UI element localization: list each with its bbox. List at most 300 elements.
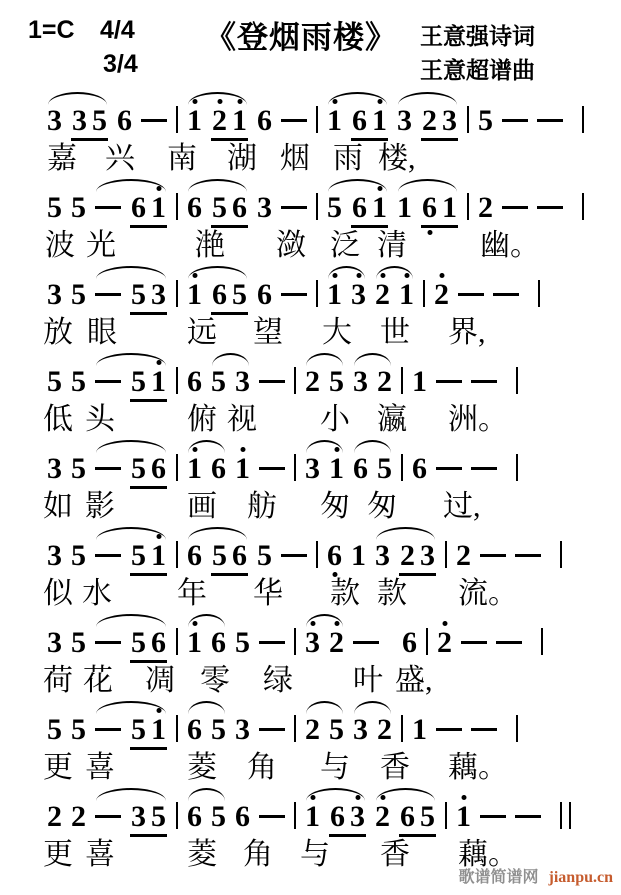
note — [47, 541, 62, 571]
note-digit: 6 — [352, 191, 367, 224]
duration-dash — [95, 815, 121, 818]
octave-up-dot — [192, 99, 197, 104]
note-digit: 3 — [420, 539, 435, 572]
duration-dash — [259, 380, 285, 383]
note-digit: 6 — [257, 104, 272, 137]
duration-dash — [458, 293, 484, 296]
barline — [316, 106, 318, 133]
barline — [176, 106, 178, 133]
note-digit: 1 — [456, 800, 471, 833]
note-digit: 2 — [329, 626, 344, 659]
octave-up-dot — [334, 621, 339, 626]
note — [151, 367, 166, 397]
lyric-syllable: 兴 — [105, 142, 135, 175]
barline — [176, 367, 178, 394]
lyric-syllable: 款 — [377, 577, 407, 610]
note — [211, 367, 226, 397]
note — [305, 715, 320, 745]
note — [47, 715, 62, 745]
note-digit: 3 — [47, 626, 62, 659]
watermark-site-url: jianpu.cn — [548, 869, 613, 886]
note — [212, 280, 227, 310]
note — [377, 454, 392, 484]
note — [47, 280, 62, 310]
barline — [538, 280, 540, 307]
lyric-syllable: 角 — [243, 838, 273, 871]
barline — [541, 628, 543, 655]
note — [327, 106, 342, 136]
duration-dash — [281, 119, 307, 122]
note — [305, 802, 320, 832]
lyric-syllable: 波 — [45, 229, 75, 262]
duration-dash — [496, 641, 522, 644]
note-digit: 5 — [257, 539, 272, 572]
note — [456, 541, 471, 571]
note-digit: 6 — [211, 452, 226, 485]
slur-group — [305, 367, 344, 397]
duration-dash — [95, 206, 121, 209]
watermark — [459, 864, 613, 887]
duration-dash — [95, 293, 121, 296]
lyric-syllable: 眼 — [87, 316, 117, 349]
note-digit: 5 — [47, 365, 62, 398]
lyric-syllable: 楼, — [378, 142, 416, 175]
lyric-syllable: 大 — [322, 316, 352, 349]
note-digit: 3 — [72, 104, 87, 137]
lyric-syllable: 更 — [43, 838, 73, 871]
note-digit: 5 — [211, 800, 226, 833]
note — [397, 106, 412, 136]
slur-group — [187, 715, 226, 745]
lyrics-line — [0, 220, 621, 262]
lyric-syllable: 雨 — [333, 142, 363, 175]
lyric-syllable: 舫 — [247, 490, 277, 523]
note — [235, 802, 250, 832]
music-system — [0, 521, 621, 608]
note-digit: 5 — [420, 800, 435, 833]
note-digit: 5 — [92, 104, 107, 137]
duration-dash — [259, 728, 285, 731]
note — [187, 715, 202, 745]
note — [235, 454, 250, 484]
lyric-syllable: 滟 — [195, 229, 225, 262]
duration-dash — [436, 380, 462, 383]
note-digit: 3 — [47, 539, 62, 572]
octave-up-dot — [332, 99, 337, 104]
note-digit: 3 — [353, 713, 368, 746]
note-digit: 5 — [211, 713, 226, 746]
note-digit: 5 — [329, 713, 344, 746]
duration-dash — [515, 554, 541, 557]
barline — [467, 193, 469, 220]
lyric-syllable: 似 — [43, 577, 73, 610]
octave-up-dot — [377, 186, 382, 191]
note-digit: 1 — [327, 104, 342, 137]
note — [212, 193, 227, 223]
barline — [467, 106, 469, 133]
note-digit: 6 — [235, 800, 250, 833]
lyrics-line — [0, 133, 621, 175]
lyric-syllable: 低 — [43, 403, 73, 436]
music-system — [0, 173, 621, 260]
barline — [582, 193, 584, 220]
octave-up-dot — [156, 186, 161, 191]
note — [350, 802, 365, 832]
barline — [316, 280, 318, 307]
slur-group — [353, 454, 392, 484]
note — [377, 715, 392, 745]
octave-up-dot — [156, 360, 161, 365]
note-digit: 5 — [71, 539, 86, 572]
music-system — [0, 695, 621, 782]
note — [352, 193, 367, 223]
note — [187, 802, 202, 832]
lyric-syllable: 匆 — [367, 490, 397, 523]
octave-up-dot — [439, 273, 444, 278]
note-digit: 1 — [151, 713, 166, 746]
lyric-syllable: 水 — [82, 577, 112, 610]
note — [131, 454, 146, 484]
lyrics-line — [0, 829, 621, 871]
lyric-syllable: 喜 — [85, 838, 115, 871]
note-digit: 6 — [187, 713, 202, 746]
note — [187, 541, 202, 571]
note-digit: 3 — [305, 452, 320, 485]
lyric-syllable: 零 — [200, 664, 230, 697]
lyrics-line — [0, 742, 621, 784]
octave-up-dot — [240, 447, 245, 452]
note — [71, 628, 86, 658]
note-digit: 3 — [47, 452, 62, 485]
lyric-syllable: 小 — [320, 403, 350, 436]
lyric-syllable: 望 — [253, 316, 283, 349]
note-digit: 6 — [187, 191, 202, 224]
barline — [176, 454, 178, 481]
lyric-syllable: 放 — [43, 316, 73, 349]
note — [420, 802, 435, 832]
song-title: 《登烟雨楼》 — [205, 20, 397, 55]
duration-dash — [95, 467, 121, 470]
barline — [423, 280, 425, 307]
note — [257, 280, 272, 310]
octave-up-dot — [380, 273, 385, 278]
duration-dash — [461, 641, 487, 644]
watermark-site-name: 歌谱简谱网 — [458, 869, 539, 886]
note — [235, 628, 250, 658]
lyric-syllable: 香 — [380, 838, 410, 871]
note-digit: 6 — [151, 626, 166, 659]
key-signature: 1=C — [28, 16, 75, 44]
note-digit: 6 — [352, 104, 367, 137]
music-system — [0, 782, 621, 869]
lyrics-line — [0, 655, 621, 697]
slur-group — [353, 715, 392, 745]
note — [211, 628, 226, 658]
note-digit: 6 — [353, 452, 368, 485]
lyric-syllable: 界, — [448, 316, 486, 349]
duration-dash — [537, 119, 563, 122]
slur-group — [353, 367, 392, 397]
lyrics-line — [0, 394, 621, 436]
lyric-syllable: 菱 — [187, 751, 217, 784]
octave-up-dot — [192, 273, 197, 278]
note-digit: 6 — [232, 191, 247, 224]
duration-dash — [471, 728, 497, 731]
note-digit: 3 — [442, 104, 457, 137]
note — [442, 106, 457, 136]
note-digit: 2 — [375, 278, 390, 311]
note-digit: 3 — [353, 365, 368, 398]
note — [71, 715, 86, 745]
note — [420, 541, 435, 571]
note-digit: 5 — [377, 452, 392, 485]
barline — [426, 628, 428, 655]
note-digit: 3 — [47, 278, 62, 311]
note-digit: 6 — [212, 278, 227, 311]
barline — [401, 715, 403, 742]
note-digit: 3 — [235, 713, 250, 746]
lyric-syllable: 华 — [253, 577, 283, 610]
note — [211, 802, 226, 832]
note — [375, 541, 390, 571]
slur-group — [305, 715, 344, 745]
note-digit: 3 — [397, 104, 412, 137]
lyric-syllable: 影 — [85, 490, 115, 523]
note-digit: 3 — [375, 539, 390, 572]
final-barline — [560, 802, 571, 829]
note — [329, 454, 344, 484]
duration-dash — [436, 467, 462, 470]
note — [330, 802, 345, 832]
octave-up-dot — [377, 99, 382, 104]
slur-group — [187, 454, 226, 484]
note — [437, 628, 452, 658]
note-digit: 5 — [71, 365, 86, 398]
score-header — [0, 0, 621, 86]
note-digit: 6 — [211, 626, 226, 659]
note — [235, 715, 250, 745]
note — [187, 193, 202, 223]
barline — [176, 280, 178, 307]
note — [131, 802, 146, 832]
note — [92, 106, 107, 136]
duration-dash — [259, 815, 285, 818]
music-system — [0, 260, 621, 347]
slur-group — [187, 802, 226, 832]
duration-dash — [471, 380, 497, 383]
note-digit: 6 — [187, 365, 202, 398]
barline — [516, 454, 518, 481]
note — [353, 715, 368, 745]
note — [257, 541, 272, 571]
duration-dash — [515, 815, 541, 818]
note — [151, 715, 166, 745]
octave-up-dot — [404, 273, 409, 278]
lyric-syllable: 泛 — [330, 229, 360, 262]
barline — [176, 628, 178, 655]
duration-dash — [281, 554, 307, 557]
slur-group — [305, 628, 344, 658]
note-digit: 5 — [212, 539, 227, 572]
note — [211, 715, 226, 745]
duration-dash — [480, 815, 506, 818]
octave-up-dot — [156, 708, 161, 713]
barline — [294, 367, 296, 394]
note-digit: 1 — [399, 278, 414, 311]
octave-up-dot — [156, 534, 161, 539]
barline — [294, 454, 296, 481]
note — [422, 193, 437, 223]
note-digit: 1 — [187, 278, 202, 311]
note — [375, 802, 390, 832]
barline — [294, 628, 296, 655]
note — [422, 106, 437, 136]
note — [71, 802, 86, 832]
note — [305, 454, 320, 484]
lyric-syllable: 过, — [443, 490, 481, 523]
note — [151, 628, 166, 658]
note-digit: 6 — [151, 452, 166, 485]
duration-dash — [502, 206, 528, 209]
lyric-syllable: 与 — [320, 751, 350, 784]
barline — [401, 454, 403, 481]
note-digit: 2 — [437, 626, 452, 659]
barline — [560, 541, 562, 568]
note-digit: 1 — [412, 365, 427, 398]
note — [412, 367, 427, 397]
lyric-syllable: 画 — [187, 490, 217, 523]
note — [400, 802, 415, 832]
note-digit: 5 — [131, 278, 146, 311]
note — [232, 106, 247, 136]
lyric-syllable: 盛, — [395, 664, 433, 697]
lyric-syllable: 流。 — [458, 577, 518, 610]
note — [329, 715, 344, 745]
note — [377, 367, 392, 397]
lyrics-line — [0, 307, 621, 349]
note-digit: 3 — [235, 365, 250, 398]
note — [131, 715, 146, 745]
note-digit: 2 — [478, 191, 493, 224]
note — [478, 193, 493, 223]
barline — [445, 541, 447, 568]
note-digit: 1 — [412, 713, 427, 746]
barline — [445, 802, 447, 829]
note-digit: 5 — [131, 713, 146, 746]
octave-up-dot — [380, 795, 385, 800]
lyric-syllable: 嘉 — [47, 142, 77, 175]
barline — [176, 802, 178, 829]
slur-group — [187, 628, 226, 658]
note-digit: 3 — [47, 104, 62, 137]
note — [305, 628, 320, 658]
music-system — [0, 608, 621, 695]
note — [151, 454, 166, 484]
duration-dash — [141, 119, 167, 122]
note — [232, 541, 247, 571]
note-digit: 1 — [151, 539, 166, 572]
note — [412, 715, 427, 745]
note — [71, 193, 86, 223]
duration-dash — [95, 728, 121, 731]
barline — [516, 715, 518, 742]
lyric-syllable: 藕。 — [448, 751, 508, 784]
note-digit: 1 — [187, 104, 202, 137]
note — [400, 541, 415, 571]
note — [353, 454, 368, 484]
lyric-syllable: 菱 — [187, 838, 217, 871]
barline — [401, 367, 403, 394]
note-digit: 5 — [235, 626, 250, 659]
note-digit: 6 — [422, 191, 437, 224]
note-digit: 2 — [212, 104, 227, 137]
lyric-syllable: 俯 — [187, 403, 217, 436]
note — [375, 280, 390, 310]
barline — [582, 106, 584, 133]
time-signature-primary: 4/4 — [100, 16, 135, 44]
note — [47, 367, 62, 397]
lyric-syllable: 烟 — [280, 142, 310, 175]
lyric-syllable: 湖 — [227, 142, 257, 175]
note-digit: 6 — [402, 626, 417, 659]
note-digit: 1 — [232, 104, 247, 137]
lyric-syllable: 南 — [167, 142, 197, 175]
note — [212, 106, 227, 136]
note-digit: 6 — [400, 800, 415, 833]
music-system — [0, 347, 621, 434]
note — [235, 367, 250, 397]
slur-group — [327, 280, 366, 310]
barline — [316, 193, 318, 220]
note-digit: 5 — [327, 191, 342, 224]
note-digit: 6 — [232, 539, 247, 572]
note-digit: 6 — [187, 800, 202, 833]
slur-group — [305, 454, 344, 484]
note-digit: 5 — [71, 452, 86, 485]
duration-dash — [537, 206, 563, 209]
note — [327, 193, 342, 223]
note — [151, 802, 166, 832]
note — [187, 280, 202, 310]
note-digit: 5 — [232, 278, 247, 311]
note-digit: 5 — [71, 626, 86, 659]
duration-dash — [480, 554, 506, 557]
lyric-syllable: 光 — [86, 229, 116, 262]
note — [211, 454, 226, 484]
note-digit: 1 — [235, 452, 250, 485]
note — [47, 193, 62, 223]
note-digit: 5 — [212, 191, 227, 224]
note-digit: 1 — [329, 452, 344, 485]
octave-up-dot — [461, 795, 466, 800]
note — [187, 106, 202, 136]
note-digit: 6 — [327, 539, 342, 572]
note-digit: 5 — [151, 800, 166, 833]
note — [47, 628, 62, 658]
note-digit: 2 — [47, 800, 62, 833]
note — [412, 454, 427, 484]
duration-dash — [281, 206, 307, 209]
duration-dash — [95, 641, 121, 644]
octave-up-dot — [334, 447, 339, 452]
note — [131, 367, 146, 397]
octave-up-dot — [192, 447, 197, 452]
lyric-syllable: 清 — [377, 229, 407, 262]
note — [372, 106, 387, 136]
note-digit: 1 — [305, 800, 320, 833]
note-digit: 2 — [377, 713, 392, 746]
barline — [176, 715, 178, 742]
